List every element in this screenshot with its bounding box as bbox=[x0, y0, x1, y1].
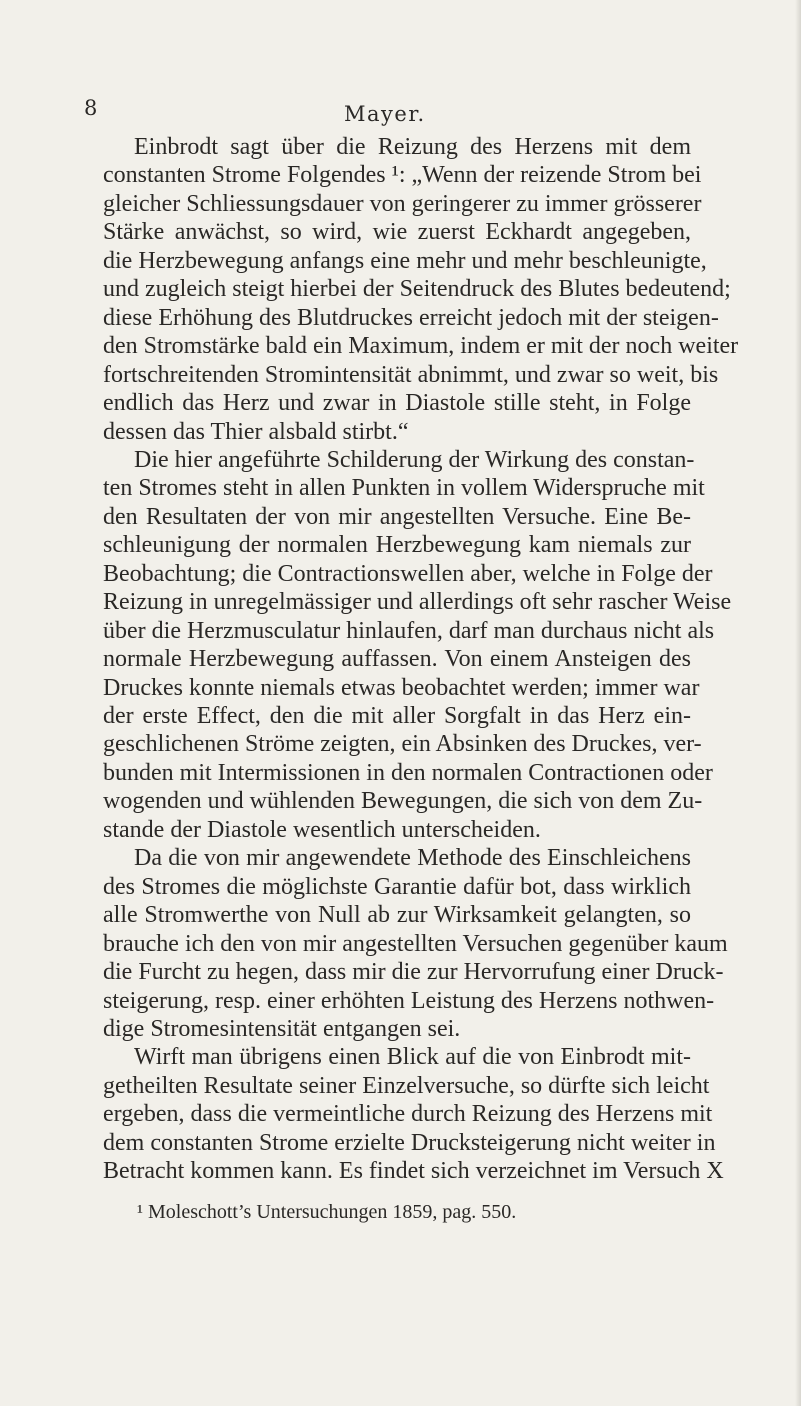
text-line: die Furcht zu hegen, dass mir die zur Hervorrufung einer Druck- bbox=[103, 959, 724, 986]
page-edge-shadow bbox=[795, 0, 801, 1406]
text-line: und zugleich steigt hierbei der Seitendruck des Blutes bedeutend; bbox=[103, 276, 731, 303]
text-line: diese Erhöhung des Blutdruckes erreicht jedoch mit der steigen- bbox=[103, 304, 719, 331]
running-head: Mayer. bbox=[344, 102, 426, 126]
text-line: endlich das Herz und zwar in Diastole stille steht, in Folge bbox=[103, 390, 691, 417]
text-line: der erste Effect, den die mit aller Sorgfalt in das Herz ein- bbox=[103, 703, 691, 729]
text-line: wogenden und wühlenden Bewegungen, die sich von dem Zu- bbox=[103, 788, 703, 815]
text-line: alle Stromwerthe von Null ab zur Wirksamkeit gelangten, so bbox=[103, 902, 691, 929]
text-line: den Stromstärke bald ein Maximum, indem er mit der noch weiter bbox=[103, 333, 739, 360]
text-line: bunden mit Intermissionen in den normalen Contractionen oder bbox=[103, 759, 713, 786]
text-line: brauche ich den von mir angestellten Versuchen gegenüber kaum bbox=[103, 930, 728, 957]
text-line: Reizung in unregelmässiger und allerdings oft sehr rascher Weise bbox=[103, 589, 732, 616]
text-line: gleicher Schliessungsdauer von geringerer zu immer grösserer bbox=[103, 190, 702, 217]
text-line: die Herzbewegung anfangs eine mehr und mehr beschleunigte, bbox=[103, 247, 707, 274]
text-line: den Resultaten der von mir angestellten Versuche. Eine Be- bbox=[103, 503, 691, 530]
text-line: constanten Strome Folgendes ¹: „Wenn der reizende Strom bei bbox=[103, 162, 702, 189]
text-line: schleunigung der normalen Herzbewegung kam niemals zur bbox=[103, 532, 691, 559]
text-line: normale Herzbewegung auffassen. Von einem Ansteigen des bbox=[103, 646, 691, 673]
text-line: Druckes konnte niemals etwas beobachtet werden; immer war bbox=[103, 674, 700, 701]
text-line: dessen das Thier alsbald stirbt.“ bbox=[103, 418, 409, 445]
text-line: Stärke anwächst, so wird, wie zuerst Eckhardt angegeben, bbox=[103, 219, 691, 246]
text-line: Betracht kommen kann. Es findet sich verzeichnet im Versuch X bbox=[103, 1158, 724, 1185]
text-line: ten Stromes steht in allen Punkten in vollem Widerspruche mit bbox=[103, 475, 705, 502]
text-line: getheilten Resultate seiner Einzelversuche, so dürfte sich leicht bbox=[103, 1072, 710, 1099]
text-line: über die Herzmusculatur hinlaufen, darf man durchaus nicht als bbox=[103, 617, 715, 644]
footnote: ¹ Moleschott’s Untersuchungen 1859, pag. 550. bbox=[137, 1201, 517, 1223]
text-line: stande der Diastole wesentlich unterscheiden. bbox=[103, 816, 541, 843]
text-line: Einbrodt sagt über die Reizung des Herzens mit dem bbox=[134, 134, 691, 160]
text-line: dige Stromesintensität entgangen sei. bbox=[103, 1015, 461, 1042]
text-line: Die hier angeführte Schilderung der Wirkung des constan- bbox=[134, 446, 695, 473]
text-line: steigerung, resp. einer erhöhten Leistung des Herzens nothwen- bbox=[103, 987, 715, 1014]
text-line: dem constanten Strome erzielte Drucksteigerung nicht weiter in bbox=[103, 1129, 716, 1156]
text-line: des Stromes die möglichste Garantie dafür bot, dass wirklich bbox=[103, 873, 691, 900]
text-line: geschlichenen Ströme zeigten, ein Absinken des Druckes, ver- bbox=[103, 731, 702, 758]
text-line: ergeben, dass die vermeintliche durch Reizung des Herzens mit bbox=[103, 1101, 713, 1128]
text-line: Beobachtung; die Contractionswellen aber, welche in Folge der bbox=[103, 560, 713, 587]
text-line: Wirft man übrigens einen Blick auf die von Einbrodt mit- bbox=[134, 1044, 691, 1071]
page-number: 8 bbox=[84, 96, 98, 120]
text-line: fortschreitenden Stromintensität abnimmt, und zwar so weit, bis bbox=[103, 361, 719, 388]
text-line: Da die von mir angewendete Methode des Einschleichens bbox=[134, 845, 691, 872]
